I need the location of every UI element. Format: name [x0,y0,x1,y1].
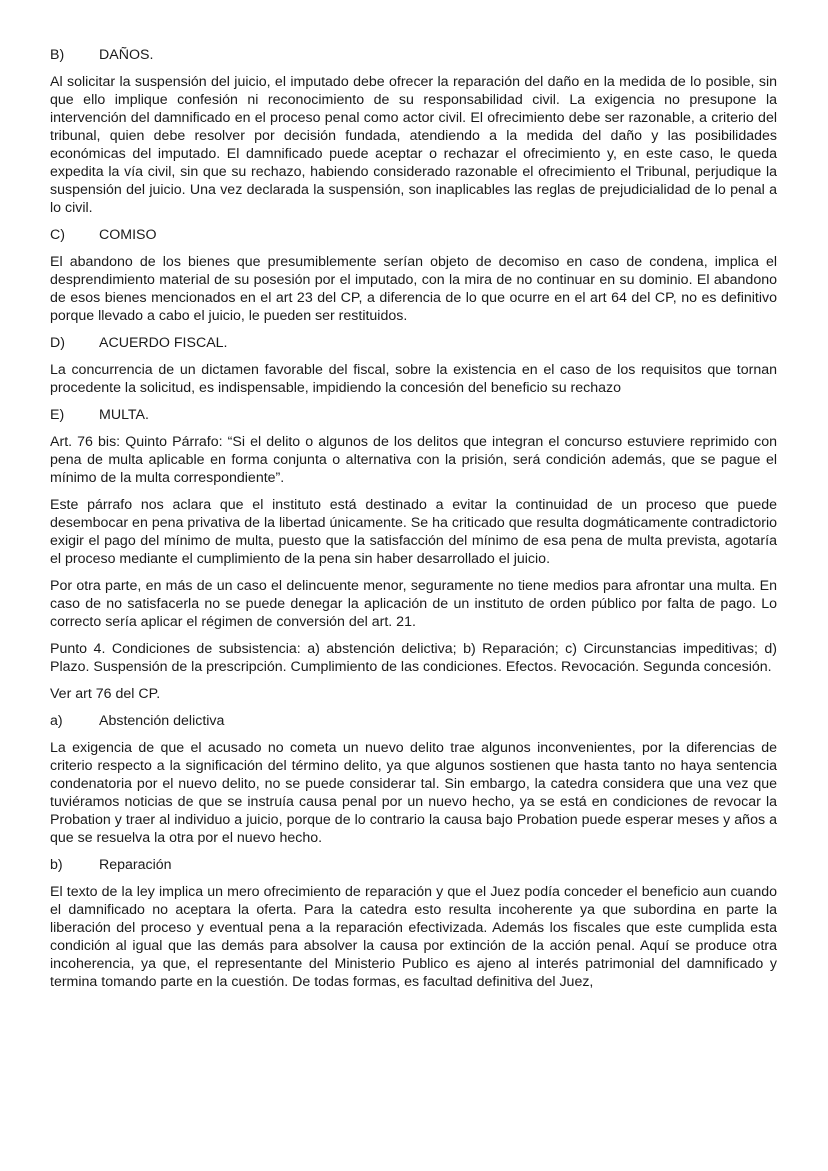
paragraph-comiso: El abandono de los bienes que presumiblemente serían objeto de decomiso en caso de condena, implica el desprendimiento material de su posesión por el imputado, con la mira de no continuar en su dominio. El abandono de esos bienes mencionados en el art 23 del CP, a diferencia de lo que ocurre en el art 64 del CP, no es definitivo porque llevado a cabo el juicio, le pueden ser restituidos. [50,254,777,324]
paragraph-multa-quote: Art. 76 bis: Quinto Párrafo: “Si el delito o algunos de los delitos que integran el concurso estuviere reprimido con pena de multa aplicable en forma conjunta o alternativa con la prisión, será condición además, que se pague el mínimo de la multa correspondiente”. [50,434,777,486]
section-title: ACUERDO FISCAL. [99,335,228,351]
paragraph-danos: Al solicitar la suspensión del juicio, el imputado debe ofrecer la reparación del daño en la medida de lo posible, sin que ello implique confesión ni reconocimiento de su responsabilidad civil. La exigencia no presupone la intervención del damnificado en el proceso penal como actor civil. El ofrecimiento debe ser razonable, a criterio del tribunal, quien debe resolver por decisión fundada, atendiendo a la medida del daño y las posibilidades económicas del imputado. El damnificado puede aceptar o rechazar el ofrecimiento y, en este caso, le queda expedita la vía civil, sin que su rechazo, habiendo considerado razonable el ofrecimiento el Tribunal, perjudique la suspensión del juicio. Una vez declarada la suspensión, son inaplicables las reglas de prejudicialidad de lo penal a lo civil. [50,74,777,216]
section-title: MULTA. [99,407,149,423]
section-heading-b [50,46,777,64]
paragraph-multa-conversion: Por otra parte, en más de un caso el delincuente menor, seguramente no tiene medios para afrontar una multa. En caso de no satisfacerla no se puede denegar la aplicación de un instituto de orden público por falta de pago. Lo correcto sería aplicar el régimen de conversión del art. 21. [50,578,777,630]
section-heading-d [50,334,777,352]
section-number: D) [50,335,65,351]
section-number: a) [50,713,63,729]
section-heading-e [50,406,777,424]
paragraph-ver-art: Ver art 76 del CP. [50,686,161,702]
section-title: DAÑOS. [99,47,154,63]
section-title: Abstención delictiva [99,713,225,729]
section-heading-b-reparacion [50,856,777,874]
paragraph-acuerdo-fiscal: La concurrencia de un dictamen favorable del fiscal, sobre la existencia en el caso de los requisitos que tornan procedente la solicitud, es indispensable, impidiendo la concesión del beneficio su rechazo [50,362,777,396]
paragraph-punto-4: Punto 4. Condiciones de subsistencia: a) abstención delictiva; b) Reparación; c) Circunstancias impeditivas; d) Plazo. Suspensión de la prescripción. Cumplimiento de las condiciones. Efectos. Revocación. Segunda concesión. [50,641,777,675]
section-number: b) [50,857,63,873]
section-number: B) [50,47,65,63]
section-number: E) [50,407,65,423]
section-heading-c [50,226,777,244]
paragraph-multa-explanation: Este párrafo nos aclara que el instituto está destinado a evitar la continuidad de un proceso que puede desembocar en pena privativa de la libertad únicamente. Se ha criticado que resulta dogmáticamente contradictorio exigir el pago del mínimo de multa, puesto que la satisfacción del mínimo de esa pena de multa prevista, agotaría el proceso mediante el cumplimiento de la pena sin haber desarrollado el juicio. [50,497,777,567]
section-title: COMISO [99,227,157,243]
paragraph-abstencion: La exigencia de que el acusado no cometa un nuevo delito trae algunos inconvenientes, por la diferencias de criterio respecto a la significación del término delito, ya que algunos sostienen que hasta tanto no haya sentencia condenatoria por el nuevo delito, no se puede considerar tal. Sin embargo, la catedra considera que una vez que tuviéramos noticias de que se instruía causa penal por un nuevo hecho, ya se está en condiciones de revocar la Probation y traer al individuo a juicio, porque de lo contrario la causa bajo Probation puede esperar meses y años a que se resuelva la otra por el nuevo hecho. [50,740,777,846]
document-page [50,46,777,1000]
section-number: C) [50,227,65,243]
section-title: Reparación [99,857,172,873]
section-heading-a-abstencion [50,712,777,730]
paragraph-reparacion: El texto de la ley implica un mero ofrecimiento de reparación y que el Juez podía conceder el beneficio aun cuando el damnificado no aceptara la oferta. Para la catedra esto resulta incoherente ya que subordina en parte la liberación del proceso y eventual pena a la reparación efectivizada. Además los fiscales que este cumplida esta condición al igual que las demás para absolver la causa por extinción de la acción penal. Aquí se produce otra incoherencia, ya que, el representante del Ministerio Publico es ajeno al interés patrimonial del damnificado y termina tomando parte en la cuestión. De todas formas, es facultad definitiva del Juez, [50,884,777,990]
